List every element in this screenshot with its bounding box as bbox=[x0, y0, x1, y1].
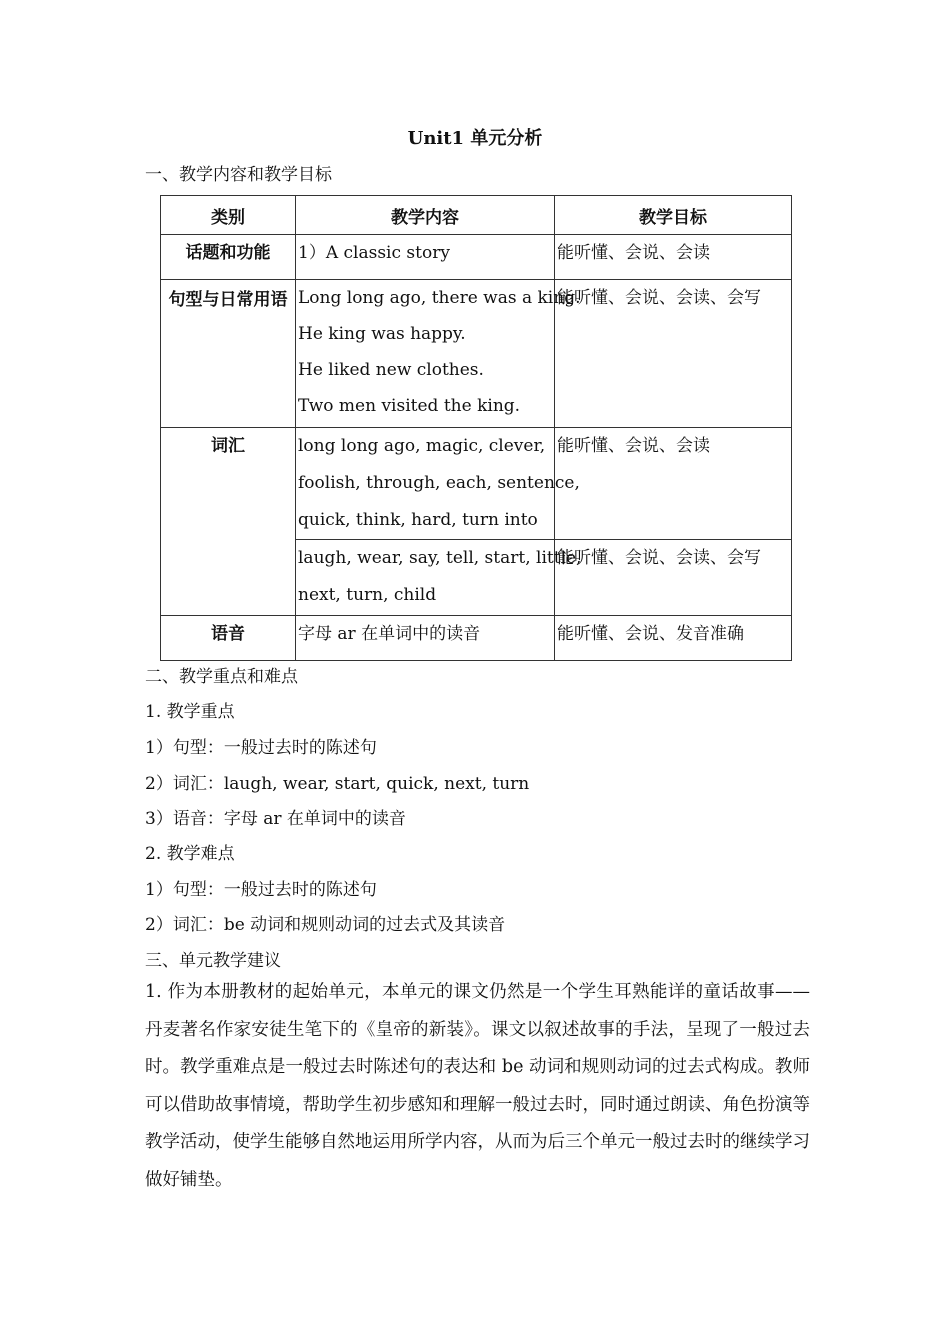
table-header-row bbox=[161, 196, 792, 235]
row-category: 词汇 bbox=[161, 428, 296, 616]
row-goal: 能听懂、会说、发音准确 bbox=[555, 616, 792, 661]
section-heading-3: 三、单元教学建议 bbox=[145, 951, 281, 971]
table-row bbox=[161, 428, 792, 540]
page-title: Unit1 单元分析 bbox=[407, 128, 543, 149]
row-goal: 能听懂、会说、会读、会写 bbox=[555, 280, 792, 428]
focus-title: 1. 教学重点 bbox=[145, 702, 235, 722]
section-heading-1: 一、教学内容和教学目标 bbox=[145, 165, 332, 185]
focus-item: 1）句型：一般过去时的陈述句 bbox=[145, 738, 377, 758]
difficulty-item: 2）词汇：be 动词和规则动词的过去式及其读音 bbox=[145, 915, 506, 935]
table-row bbox=[161, 616, 792, 661]
row-goal: 能听懂、会说、会读、会写 bbox=[555, 540, 792, 616]
row-content: 字母 ar 在单词中的读音 bbox=[296, 616, 555, 661]
row-content: laugh, wear, say, tell, start, little, next, turn, child bbox=[296, 540, 555, 616]
difficulty-item: 1）句型：一般过去时的陈述句 bbox=[145, 880, 377, 900]
focus-item: 2）词汇：laugh, wear, start, quick, next, turn bbox=[145, 774, 530, 794]
row-goal: 能听懂、会说、会读 bbox=[555, 235, 792, 280]
section-heading-2: 二、教学重点和难点 bbox=[145, 667, 298, 687]
table-row bbox=[161, 235, 792, 280]
header-category: 类别 bbox=[161, 196, 296, 235]
row-content: long long ago, magic, clever, foolish, through, each, sentence, quick, think, hard, turn into bbox=[296, 428, 555, 540]
row-category: 语音 bbox=[161, 616, 296, 661]
row-goal: 能听懂、会说、会读 bbox=[555, 428, 792, 540]
difficulty-title: 2. 教学难点 bbox=[145, 844, 235, 864]
header-goal: 教学目标 bbox=[555, 196, 792, 235]
row-content: 1）A classic story bbox=[296, 235, 555, 280]
unit-table bbox=[160, 195, 792, 661]
row-category: 句型与日常用语 bbox=[161, 280, 296, 428]
focus-item: 3）语音：字母 ar 在单词中的读音 bbox=[145, 809, 406, 829]
row-content: Long long ago, there was a king. He king was happy. He liked new clothes. Two men visited the king. bbox=[296, 280, 555, 428]
table-row bbox=[161, 280, 792, 428]
row-category: 话题和功能 bbox=[161, 235, 296, 280]
header-content: 教学内容 bbox=[296, 196, 555, 235]
suggestion-paragraph: 1. 作为本册教材的起始单元，本单元的课文仍然是一个学生耳熟能详的童话故事——丹麦著名作家安徒生笔下的《皇帝的新装》。课文以叙述故事的手法，呈现了一般过去时。教学重难点是一般过去时陈述句的表达和 be 动词和规则动词的过去式构成。教师可以借助故事情境，帮助学生初步感知和理解一般过去时，同时通过朗读、角色扮演等教学活动，使学生能够自然地运用所学内容，从而为后三个单元一般过去时的继续学习做好铺垫。 bbox=[145, 982, 810, 1190]
